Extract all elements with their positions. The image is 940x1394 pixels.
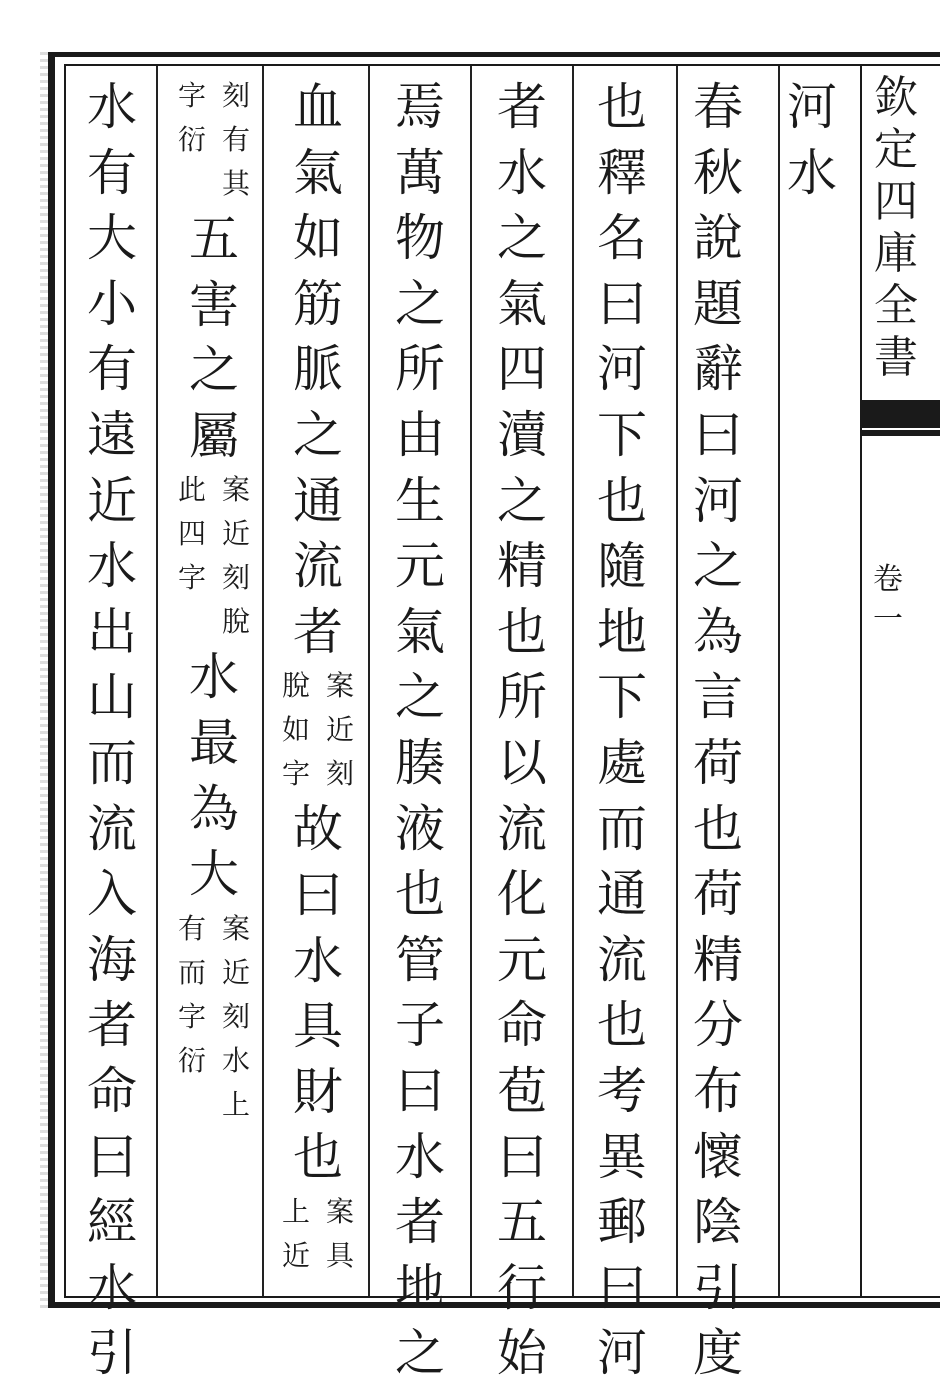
text-char: 曰 <box>293 865 343 924</box>
text-char: 河 <box>597 1324 647 1383</box>
text-char: 也 <box>497 602 547 661</box>
text-char: 引 <box>693 1258 743 1317</box>
volume-char: 一 <box>873 602 903 637</box>
text-char: 精 <box>693 930 743 989</box>
text-char: 海 <box>87 930 137 989</box>
annotation-char: 近 <box>221 955 250 989</box>
annotation-char: 字 <box>177 79 206 112</box>
text-char: 辭 <box>693 340 743 399</box>
text-char: 引 <box>87 1324 137 1383</box>
text-char: 之 <box>497 209 547 268</box>
text-char: 經 <box>87 1193 137 1252</box>
text-char: 氣 <box>293 143 343 202</box>
text-char: 萬 <box>395 143 445 202</box>
text-char: 水 <box>87 1258 137 1317</box>
text-char: 大 <box>87 209 137 268</box>
text-char: 流 <box>87 799 137 858</box>
text-char: 曰 <box>395 1061 445 1120</box>
text-char: 流 <box>293 537 343 596</box>
annotation-note <box>279 669 357 804</box>
text-char: 五 <box>497 1193 547 1252</box>
text-char: 化 <box>497 865 547 924</box>
text-char: 者 <box>87 996 137 1055</box>
text-char: 曰 <box>597 1258 647 1317</box>
text-char: 地 <box>597 602 647 661</box>
text-char: 遠 <box>87 405 137 464</box>
text-char: 而 <box>87 733 137 792</box>
text-char: 者 <box>293 602 343 661</box>
text-char: 物 <box>395 209 445 268</box>
annotation-char: 近 <box>221 517 250 551</box>
text-char: 氣 <box>395 602 445 661</box>
annotation-subcolumn <box>219 79 253 214</box>
text-char: 為 <box>693 602 743 661</box>
text-char: 元 <box>395 537 445 596</box>
text-char: 考 <box>597 1061 647 1120</box>
text-column <box>174 79 254 1135</box>
annotation-note <box>175 911 253 1135</box>
text-char: 地 <box>395 1258 445 1317</box>
annotation-subcolumn <box>175 79 209 214</box>
text-char: 大 <box>189 845 239 904</box>
text-char: 四 <box>497 340 547 399</box>
text-column <box>772 78 852 213</box>
annotation-char: 刻 <box>325 757 354 791</box>
text-char: 以 <box>497 733 547 792</box>
text-char: 言 <box>693 668 743 727</box>
text-char: 山 <box>87 668 137 727</box>
annotation-subcolumn <box>219 911 253 1135</box>
text-column <box>380 78 460 1394</box>
text-char: 屬 <box>189 406 239 465</box>
text-char: 者 <box>497 78 547 136</box>
text-char: 曰 <box>87 1127 137 1186</box>
book-title-char: 庫 <box>874 228 918 279</box>
annotation-subcolumn <box>219 473 253 652</box>
text-char: 河 <box>597 340 647 399</box>
book-title-char: 書 <box>874 332 918 383</box>
text-char: 水 <box>87 537 137 596</box>
annotation-subcolumn <box>323 1194 357 1286</box>
text-char: 曰 <box>693 405 743 464</box>
text-char: 名 <box>597 209 647 268</box>
annotation-char: 案 <box>325 669 354 703</box>
text-char: 精 <box>497 537 547 596</box>
column-rule <box>572 66 574 1296</box>
text-char: 之 <box>189 341 239 400</box>
book-title-char: 四 <box>874 176 918 227</box>
book-title-char: 欽 <box>874 72 918 123</box>
column-rule <box>262 66 264 1296</box>
text-char: 行 <box>497 1258 547 1317</box>
annotation-note <box>175 79 253 214</box>
text-char: 之 <box>395 274 445 333</box>
text-char: 害 <box>189 275 239 334</box>
annotation-char: 字 <box>177 561 206 595</box>
text-char: 所 <box>395 340 445 399</box>
text-char: 焉 <box>395 78 445 136</box>
annotation-char: 脫 <box>281 669 310 703</box>
text-char: 命 <box>497 996 547 1055</box>
text-char: 度 <box>693 1324 743 1383</box>
text-char: 之 <box>693 537 743 596</box>
text-char: 陰 <box>693 1193 743 1252</box>
text-char: 流 <box>597 930 647 989</box>
annotation-char: 上 <box>281 1194 310 1228</box>
text-column <box>678 78 758 1394</box>
annotation-char: 字 <box>281 757 310 791</box>
text-char: 小 <box>87 274 137 333</box>
text-char: 題 <box>693 274 743 333</box>
text-char: 通 <box>293 471 343 530</box>
text-char: 之 <box>293 405 343 464</box>
text-char: 五 <box>189 210 239 268</box>
text-char: 水 <box>395 1127 445 1186</box>
column-rule <box>470 66 472 1296</box>
text-char: 水 <box>787 143 837 202</box>
text-char: 脈 <box>293 340 343 399</box>
text-char: 而 <box>597 799 647 858</box>
text-char: 異 <box>597 1127 647 1186</box>
text-char: 懷 <box>693 1127 743 1186</box>
annotation-subcolumn <box>279 1194 313 1286</box>
text-char: 如 <box>293 209 343 268</box>
text-char: 也 <box>597 471 647 530</box>
annotation-char: 此 <box>177 473 206 507</box>
annotation-char: 脫 <box>221 605 250 639</box>
text-char: 說 <box>693 209 743 268</box>
text-char: 也 <box>293 1128 343 1187</box>
text-char: 為 <box>189 779 239 838</box>
text-char: 水 <box>293 931 343 990</box>
text-char: 有 <box>87 143 137 202</box>
volume-label <box>868 560 908 640</box>
annotation-char: 有 <box>177 911 206 945</box>
volume-char: 卷 <box>873 562 903 597</box>
annotation-subcolumn <box>175 473 209 652</box>
annotation-char: 其 <box>221 167 250 200</box>
text-char: 水 <box>189 648 239 707</box>
column-rule <box>368 66 370 1296</box>
text-char: 布 <box>693 1061 743 1120</box>
text-char: 生 <box>395 471 445 530</box>
text-char: 具 <box>293 997 343 1056</box>
text-char: 管 <box>395 930 445 989</box>
annotation-char: 字 <box>177 999 206 1033</box>
annotation-char: 刻 <box>221 999 250 1033</box>
annotation-char: 衍 <box>177 1043 206 1077</box>
annotation-char: 刻 <box>221 561 250 595</box>
text-char: 入 <box>87 865 137 924</box>
text-char: 曰 <box>497 1127 547 1186</box>
annotation-subcolumn <box>175 911 209 1135</box>
annotation-char: 案 <box>221 911 250 945</box>
text-char: 之 <box>395 1324 445 1383</box>
text-char: 苞 <box>497 1061 547 1120</box>
text-char: 荷 <box>693 865 743 924</box>
text-char: 也 <box>693 799 743 858</box>
text-char: 液 <box>395 799 445 858</box>
text-column <box>482 78 562 1394</box>
text-column <box>582 78 662 1394</box>
text-char: 由 <box>395 405 445 464</box>
text-char: 荷 <box>693 733 743 792</box>
annotation-char: 水 <box>221 1043 250 1077</box>
text-char: 河 <box>787 78 837 136</box>
text-char: 元 <box>497 930 547 989</box>
annotation-char: 刻 <box>221 79 250 112</box>
text-char: 流 <box>497 799 547 858</box>
text-char: 下 <box>597 668 647 727</box>
text-char: 秋 <box>693 143 743 202</box>
text-char: 命 <box>87 1061 137 1120</box>
book-title-char: 全 <box>874 280 918 331</box>
annotation-note <box>175 473 253 652</box>
annotation-char: 案 <box>325 1194 354 1228</box>
annotation-char: 案 <box>221 473 250 507</box>
text-char: 氣 <box>497 274 547 333</box>
annotation-char: 近 <box>325 713 354 747</box>
book-title <box>866 72 926 388</box>
annotation-char: 衍 <box>177 123 206 156</box>
annotation-char: 有 <box>221 123 250 156</box>
text-char: 之 <box>395 668 445 727</box>
text-char: 有 <box>87 340 137 399</box>
annotation-subcolumn <box>279 669 313 804</box>
text-char: 腠 <box>395 733 445 792</box>
text-char: 故 <box>293 800 343 859</box>
annotation-note <box>279 1194 357 1286</box>
text-char: 者 <box>395 1193 445 1252</box>
book-title-char: 定 <box>874 124 918 175</box>
text-char: 下 <box>597 405 647 464</box>
annotation-char: 如 <box>281 713 310 747</box>
text-char: 河 <box>693 471 743 530</box>
text-char: 也 <box>597 78 647 136</box>
fishtail-mark <box>862 400 940 428</box>
text-char: 筋 <box>293 274 343 333</box>
text-char: 瀆 <box>497 405 547 464</box>
annotation-char: 具 <box>325 1238 354 1272</box>
text-char: 之 <box>497 471 547 530</box>
fishtail-mark <box>862 430 940 436</box>
text-char: 血 <box>293 78 343 136</box>
column-rule <box>156 66 158 1296</box>
column-rule <box>778 66 780 1296</box>
text-char: 所 <box>497 668 547 727</box>
text-char: 也 <box>597 996 647 1055</box>
text-char: 也 <box>395 865 445 924</box>
text-char: 隨 <box>597 537 647 596</box>
text-column <box>278 78 358 1286</box>
text-char: 水 <box>87 78 137 136</box>
annotation-char: 四 <box>177 517 206 551</box>
text-char: 出 <box>87 602 137 661</box>
text-char: 處 <box>597 733 647 792</box>
annotation-char: 近 <box>281 1238 310 1272</box>
text-char: 通 <box>597 865 647 924</box>
text-char: 最 <box>189 713 239 772</box>
text-char: 子 <box>395 996 445 1055</box>
annotation-subcolumn <box>323 669 357 804</box>
annotation-char: 而 <box>177 955 206 989</box>
text-char: 春 <box>693 78 743 136</box>
text-char: 水 <box>497 143 547 202</box>
text-char: 財 <box>293 1062 343 1121</box>
text-char: 始 <box>497 1324 547 1383</box>
text-column <box>72 78 152 1394</box>
text-char: 曰 <box>597 274 647 333</box>
text-char: 分 <box>693 996 743 1055</box>
text-char: 近 <box>87 471 137 530</box>
text-char: 郵 <box>597 1193 647 1252</box>
annotation-char: 上 <box>221 1087 250 1121</box>
text-char: 釋 <box>597 143 647 202</box>
